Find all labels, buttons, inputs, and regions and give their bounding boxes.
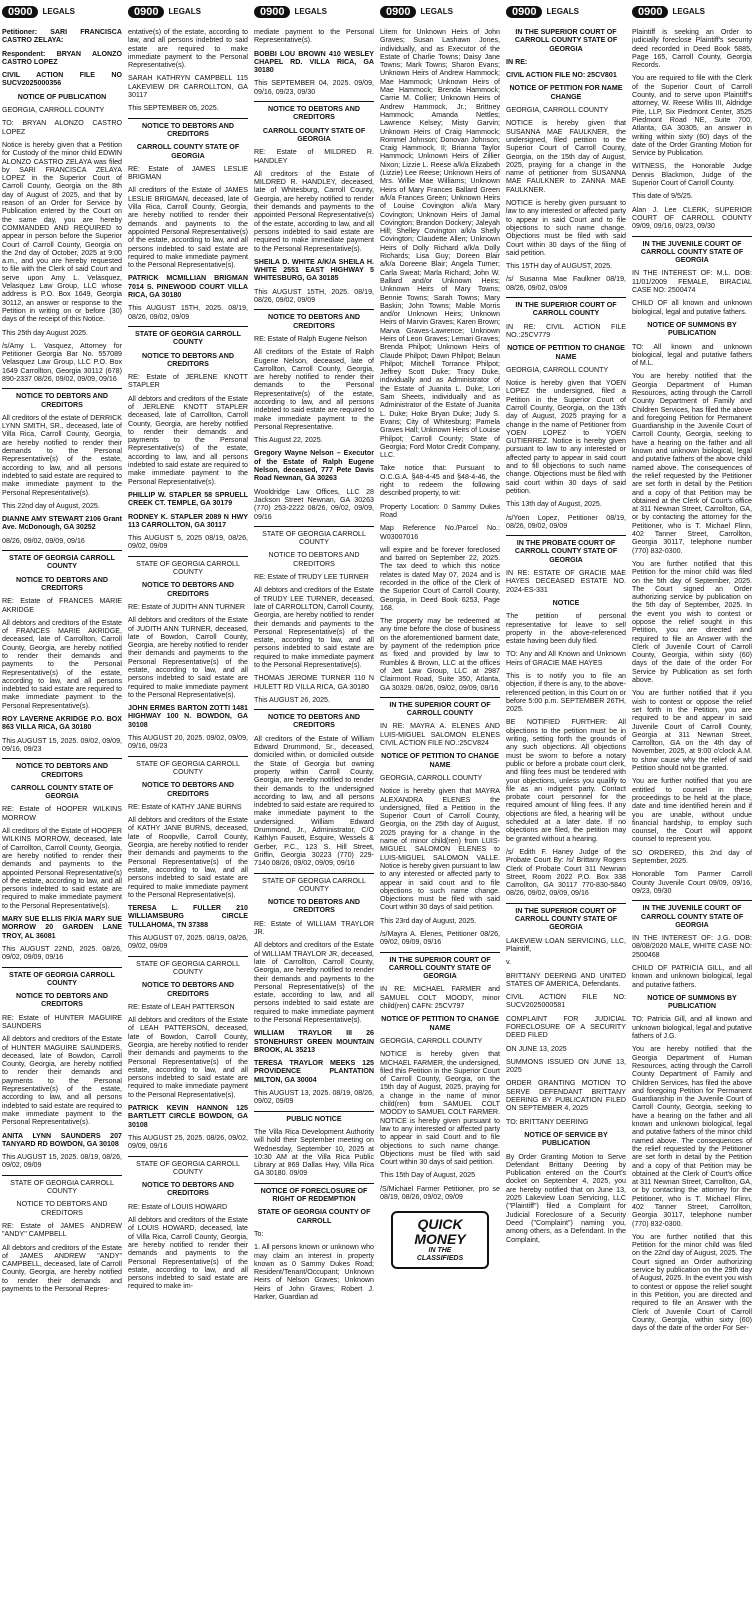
notice-paragraph: All creditors of the Estate of William Edward Drummond, Sr., deceased, domiciled within, or domiciled outside the State of Georgia but owning property within Carroll County, Georgia, are hereby notified to render their demands to the undersigned according to law, and all persons indebted to said estate are required to make immediate payment to the undersigned. William Edward Drummond, Jr., Administrator, C/O Kathlyn Fausett, Esquire, Wessels & Gerber, P.C., 123 S. Hill Street, Griffin, Georgia 30223 (770) 229-7140 08/26, 09/02, 09/09, 09/16 bbox=[254, 734, 374, 868]
notice-paragraph: will expire and be forever foreclosed and barred on September 22, 2025. The tax deed to which this notice relates is dated May 07, 2024 and is recorded in the office of the Clerk of the Superior Court of Carroll County, Georgia, in Deed Book 6253, Page 168. bbox=[380, 545, 500, 612]
notice-paragraph: All debtors and creditors of the Estate of JAMES ANDREW "ANDY" CAMPBELL, deceased, late of Carroll County, Georgia, are hereby notified to render their demands and payments to the Personal Repres- bbox=[2, 1243, 122, 1293]
column-body bbox=[128, 28, 248, 1291]
notice-paragraph: NOTICE OF PETITION FOR NAME CHANGE bbox=[509, 84, 623, 101]
notice-paragraph: This AUGUST 15TH, 2025. 08/19, 08/26, 09/02, 09/09 bbox=[128, 304, 248, 321]
notice-paragraph: The petition of personal representative for leave to sell property in the above-referenced estate having been duly filed. bbox=[506, 612, 626, 646]
notice-paragraph: RE: Estate of WILLIAM TRAYLOR JR. bbox=[254, 919, 374, 937]
section-label: LEGALS bbox=[168, 6, 201, 16]
notice-paragraph: RE: Estate of Ralph Eugene Nelson bbox=[254, 334, 367, 343]
notice-paragraph: This date of 9/5/25. bbox=[632, 192, 693, 201]
notice-paragraph: This 15th Day of August, 2025 bbox=[380, 1171, 476, 1180]
notice-paragraph: All creditors of the Estate of HOOPER WILKINS MORROW, deceased, late of Carrollton, Carroll County, Georgia, are hereby notified to render their demands and payments to the appointed Personal Representative(s) of the estate, according to law, and all persons indebted to said estate are required to make immediate payment to the Personal Representative(s). bbox=[2, 827, 122, 910]
notice-paragraph: By Order Granting Motion to Serve Defendant Brittany Deering by Publication entered on the Court's docket on September 4, 2025, you are hereby notified that on June 13, 2025 Lakeview Loan Servicing, LLC ("Plaintiff") filed a Complaint for Judicial Foreclosure of a Security Deed ("Complaint") naming you, among others, as a Defendant. In the Complaint, bbox=[506, 1152, 626, 1244]
column-header bbox=[2, 0, 122, 24]
notice-paragraph: CARROLL COUNTY STATE OF GEORGIA bbox=[10, 783, 114, 801]
notice-paragraph: IN THE SUPERIOR COURT OF CARROLL COUNTY bbox=[515, 301, 617, 318]
notice-paragraph: TO: BRITTANY DEERING bbox=[506, 1117, 589, 1126]
notice-paragraph: Notice is hereby given that a Petition for Custody of the minor child EDWIN ALONZO CASTRO ZELAYA was filed by SARI FRANCISCA ZELAYA LOPEZ in the Superior Court of Carroll County, Georgia on the 8th day of August of 2025, and that by reason of an Order for Service by Publication entered by the Court on the same day, you are hereby COMMANDED AND REQUIRED to appear in person before the Superior Court of Carroll County, Georgia on the 2nd day of October, 2025 at 9:00 a.m., and you are hereby requested to file with the Clerk of said Court and serve upon Amy L. Velasquez, Velasquez Law Group, LLC whose address is P.O. Box 1649, Georgia 30112, an answer or response to the Petition in writing on or before (30) days of the receipt of this Notice. bbox=[2, 140, 122, 324]
notice-paragraph: /s/Yoen Lopez, Petitioner 08/19, 08/26, 09/02, 09/09 bbox=[506, 513, 626, 530]
notice-paragraph: NOTICE OF SERVICE BY PUBLICATION bbox=[524, 1130, 608, 1148]
notice-paragraph: CARROLL COUNTY STATE OF GEORGIA bbox=[136, 143, 240, 160]
notice-divider bbox=[128, 956, 248, 957]
notice-paragraph: GEORGIA, CARROLL COUNTY bbox=[380, 1036, 483, 1045]
column-body bbox=[506, 28, 626, 1244]
notice-paragraph: NOTICE TO DEBTORS AND CREDITORS bbox=[267, 105, 361, 122]
notice-divider bbox=[2, 388, 122, 389]
notice-paragraph: ANITA LYNN SAUNDERS 207 TANYARD RD BOWDON, GA 30108 bbox=[2, 1131, 122, 1148]
notice-paragraph: ROY LAVERNE AKRIDGE P.O. BOX 863 VILLA RICA, GA 30180 bbox=[2, 715, 122, 732]
notice-paragraph: RE: Estate of JERLENE KNOTT STAPLER bbox=[128, 373, 248, 390]
quick-money-ad bbox=[391, 1211, 489, 1269]
notice-paragraph: All creditors of the Estate of MILDRED R. HANDLEY, deceased, late of Whitesburg, Carroll County, Georgia, are hereby notified to render their demands and payments to the appointed Personal Representative(s) of the estate, according to law, and all persons indebted to said estate are required to make immediate payment to the Personal Representative(s). bbox=[254, 169, 374, 253]
notice-paragraph: IN RE: CIVIL ACTION FILE NO.:25CV779 bbox=[506, 322, 626, 339]
notice-paragraph: NOTICE TO DEBTORS AND CREDITORS bbox=[15, 392, 109, 409]
notice-paragraph: NOTICE TO DEBTORS AND CREDITORS bbox=[267, 313, 361, 330]
notice-paragraph: NOTICE is hereby given pursuant to law to any interested or affected party to appear in said Court and to file objections to such name change. Objections must be filed with said Court within 30 days of the filing of said petition. bbox=[506, 199, 626, 257]
notice-paragraph: GEORGIA, CARROLL COUNTY bbox=[380, 773, 483, 782]
notice-paragraph: RE: Estate of HUNTER MAGUIRE SAUNDERS bbox=[2, 1013, 122, 1030]
column-1 bbox=[2, 0, 122, 1597]
notice-paragraph: This 15TH day of AUGUST, 2025. bbox=[506, 262, 613, 271]
notice-paragraph: This AUGUST 20, 2025. 09/02, 09/09, 09/16, 09/23 bbox=[128, 734, 248, 751]
notice-paragraph: BE NOTIFIED FURTHER: All objections to the petition must be in writing, setting forth the grounds of any such objections. All objections must be sworn to before a notary public or before a probate court clerk, and filing fees must be tendered with your objections, unless you qualify to file as an indigent party. Contact probate court personnel for the required amount of filing fees. If any objections are filed, a hearing will be scheduled at a later date. If no objections are filed, the petition may be granted without a hearing. bbox=[506, 718, 626, 843]
notice-paragraph: RE: Estate of KATHY JANE BURNS bbox=[128, 802, 242, 811]
notice-paragraph: Petitioner: SARI FRANCISCA CASTRO ZELAYA: bbox=[2, 28, 122, 45]
notice-paragraph: All debtors and creditors of the Estate of JERLENE KNOTT STAPLER deceased, late of Carrollton, Carroll County, Georgia, are hereby notified to render their demands and payments to the Personal Representative(s) of the estate, according to law, and all persons indebted to said estate are required to make immediate payment to the Personal Representative(s). bbox=[128, 394, 248, 486]
notice-paragraph: You are hereby notified that the Georgia Department of Human Resources, acting through the Carroll County Department of Family and Children Services, has filed the above and foregoing Petition for Permanent Guardianship in the Juvenile Court of Carroll County, Georgia, seeking to have a hearing on the father and all known and unknown biological, legal and putative fathers of the minor child named above. The consequences of the relief requested by the Petitioner are set forth in detail by the Petition and a copy of that Petition may be obtained at the Clerk of Court's office at 311 Newnan Street, Carrollton, GA, or by contacting the attorney for the Petitioner, who is T. Michael Flinn, 402 Tanner Street, Carrollton, Georgia 30117, telephone number (770) 832-0300. bbox=[632, 1045, 752, 1228]
notice-paragraph: NOTICE OF PETITION TO CHANGE NAME bbox=[381, 752, 499, 769]
notice-paragraph: All debtors and creditors of the Estate of TRUDY LEE TURNER, deceased, late of CARROLLTON, Carroll County, Georgia, are hereby notified to render their demands and payments to the Personal Representative(s) of the estate, according to law, and all persons indebted to said estate are required to make immediate payment to the Personal Representative(s). bbox=[254, 586, 374, 669]
notice-paragraph: TO: BRYAN ALONZO CASTRO LOPEZ bbox=[2, 119, 122, 136]
notice-paragraph: RE: Estate of FRANCES MARIE AKRIDGE bbox=[2, 597, 122, 614]
notice-paragraph: NOTICE TO DEBTORS AND CREDITORS bbox=[15, 992, 109, 1009]
notice-paragraph: CIVIL ACTION FILE NO: SUCV2025000581 bbox=[506, 993, 626, 1010]
notice-paragraph: This 22nd day of August, 2025. bbox=[2, 501, 100, 510]
notice-paragraph: /s/ Edith F. Haney Judge of the Probate Court By: /s/ Brittany Rogers Clerk of Probate Court 311 Newnan Street, Room 2022 P.O. Box 338 Carrollton, GA 30117 770-830-5840 08/26, 09/02, 09/09, 09/16 bbox=[506, 847, 626, 898]
notice-paragraph: RE: Estate of LOUIS HOWARD bbox=[128, 1202, 228, 1211]
notice-paragraph: STATE OF GEORGIA CARROLL COUNTY bbox=[136, 1159, 240, 1176]
notice-paragraph: RE: Estate of LEAH PATTERSON bbox=[128, 1002, 235, 1011]
notice-paragraph: RE: Estate of JAMES LESLIE BRIGMAN bbox=[128, 164, 248, 182]
section-label: LEGALS bbox=[546, 6, 579, 16]
notice-paragraph: This SEPTEMBER 04, 2025. 09/09, 09/16, 09/23, 09/30 bbox=[254, 79, 374, 96]
notice-paragraph: This is to notify you to file an objection, if there is any, to the above-referenced petition, in this Court on or before 5:00 p.m. SEPTEMBER 26TH, 2025. bbox=[506, 672, 626, 714]
notice-divider bbox=[254, 1183, 374, 1184]
notice-paragraph: LAKEVIEW LOAN SERVICING, LLC, Plaintiff, bbox=[506, 936, 626, 953]
notice-paragraph: The Villa Rica Development Authority will hold their September meeting on Wednesday, September 10, 2025 at 10:30 AM at the Villa Rica Public Library at 869 Dallas Hwy, Villa Rica GA 30180. 09/09 bbox=[254, 1127, 374, 1178]
notice-divider bbox=[128, 326, 248, 327]
notice-divider bbox=[506, 297, 626, 298]
notice-paragraph: You are further notified that you are entitled to counsel in these proceedings to be held at the place, date and time identified herein and if you are unable, without undue financial hardship, to employ such counsel, the Court will appoint counsel to represent you. bbox=[632, 777, 752, 844]
notice-paragraph: IN THE JUVENILE COURT OF CARROLL COUNTY STATE OF GEORGIA bbox=[640, 239, 744, 265]
notice-paragraph: You are required to file with the Clerk of the Superior Court of Carroll County, and to serve upon Plaintiff's attorney, W. Reese Willis III, Aldridge Pite, LLP, Six Piedmont Center, 3525 Piedmont Road NE, Suite 700, Atlanta, GA 30305, an answer in writing within sixty (60) days of the date of the Order Granting Motion for Service by Publication. bbox=[632, 74, 752, 158]
notice-paragraph: IN THE SUPERIOR COURT OF CARROLL COUNTY STATE OF GEORGIA bbox=[514, 906, 618, 932]
notice-divider bbox=[128, 556, 248, 557]
notice-paragraph: You are further notified that if you wish to contest or oppose the relief set forth in the Petition, you are required to be and appear in said Juvenile Court of Carroll County, Georgia at 311 Newnan Street, Carrollton, GA on the 4th day of November, 2025, at 9:00 o'clock A.M. to show cause why the relief of said Petition should not be granted. bbox=[632, 689, 752, 773]
notice-paragraph: STATE OF GEORGIA CARROLL COUNTY bbox=[262, 529, 366, 547]
notice-paragraph: STATE OF GEORGIA CARROLL COUNTY bbox=[136, 759, 240, 776]
notice-paragraph: STATE OF GEORGIA CARROLL COUNTY bbox=[136, 959, 240, 976]
notice-paragraph: NOTICE TO DEBTORS AND CREDITORS bbox=[267, 898, 361, 915]
notice-paragraph: IN THE PROBATE COURT OF CARROLL COUNTY STATE OF GEORGIA bbox=[514, 539, 618, 564]
notice-paragraph: NOTICE TO DEBTORS AND CREDITORS bbox=[141, 1181, 235, 1198]
notice-paragraph: SO ORDERED, this 2nd day of September, 2025. bbox=[632, 848, 752, 866]
notice-divider bbox=[632, 900, 752, 901]
notice-paragraph: RE: Estate of TRUDY LEE TURNER bbox=[254, 573, 369, 582]
notice-paragraph: /s/ Susanna Mae Faulkner 08/19, 08/26, 09/02, 09/09 bbox=[506, 275, 626, 292]
notice-divider bbox=[254, 526, 374, 527]
section-label: LEGALS bbox=[42, 6, 75, 16]
section-number: 0900 bbox=[632, 6, 668, 18]
notice-paragraph: ON JUNE 13, 2025 bbox=[506, 1044, 567, 1053]
notice-paragraph: You are further notified that this Petition for the minor child was filed on the 5th day of September, 2025. The Court signed an Order authorizing service by publication on the 5th day of September, 2025. In the event you wish to contest or oppose the relief sought in this Petition, you are directed and required to file an Answer with the Clerk of Juvenile Court of Carroll County, Georgia, within sixty (60) days of the date of the order For Service by Publication as set forth above. bbox=[632, 559, 752, 685]
notice-paragraph: This AUGUST 25, 2025. 08/26, 09/02, 09/09, 09/16 bbox=[128, 1133, 248, 1151]
notice-paragraph: RE: Estate of HOOPER WILKINS MORROW bbox=[2, 805, 122, 822]
notice-paragraph: NOTICE TO DEBTORS AND CREDITORS bbox=[268, 551, 360, 568]
notice-divider bbox=[632, 236, 752, 237]
ad-line: IN THE bbox=[428, 1247, 452, 1255]
notice-paragraph: Map Reference No./Parcel No.: W03007016 bbox=[380, 524, 500, 541]
notice-paragraph: NOTICE bbox=[552, 598, 580, 607]
notice-paragraph: STATE OF GEORGIA CARROLL COUNTY bbox=[135, 329, 241, 347]
notice-paragraph: ORDER GRANTING MOTION TO SERVE DEFENDANT BRITTANY DEERING BY PUBLICATION FILED ON SEPTEMBER 4, 2025 bbox=[506, 1079, 626, 1113]
notice-paragraph: IN RE: ESTATE OF GRACIE MAE HAYES DECEASED ESTATE NO. 2024-ES-331 bbox=[506, 569, 626, 594]
column-6 bbox=[632, 0, 752, 1597]
notice-paragraph: You are hereby notified that the Georgia Department of Human Resources, acting through the Carroll County Department of Family and Children Services, has filed the above and foregoing Petition for Permanent Guardianship in the Juvenile Court of Carroll County, Georgia, seeking to have a hearing on the father and all known and unknown biological, legal and putative fathers of the above child named above. The consequences of the relief requested by the Petitioner are set forth in detail by the Petition and a copy of that Petition may be obtained at the Clerk of Court's office at 311 Newnan Street, Carrollton, GA, or by contacting the attorney for the Petitioner, who is T. Michael Flinn, 402 Tanner Street, Carrollton, Georgia 30117, telephone number (770) 832-0300. bbox=[632, 372, 752, 555]
notice-paragraph: NOTICE OF FORECLOSURE OF RIGHT OF REDEMPTION bbox=[260, 1186, 368, 1204]
notice-paragraph: SHEILA D. WHITE A/K/A SHEILA H. WHITE 2551 EAST HIGHWAY 5 WHITESBURG, GA 30185 bbox=[254, 257, 374, 283]
section-label: LEGALS bbox=[420, 6, 453, 16]
notice-paragraph: 1. All persons known or unknown who may claim an interest in property known as 0 Sammy Dukes Road; Resident/Tenant/Occupant; Unknown Heirs of Nelson Graves; Unknown Heirs of John Graves; Robert J. Harker, Guardian ad bbox=[254, 1243, 374, 1301]
notice-paragraph: /s/Amy L. Vasquez, Attorney for Petitioner Georgia Bar No. 557089 Velasquez Law Group, LLC P.O. Box 1649 Carrollton, Georgia 30112 (678) 890-2337 08/26, 09/02, 09/09, 09/16 bbox=[2, 341, 122, 383]
notice-paragraph: All debtors and creditors of the Estate of JUDITH ANN TURNER, deceased, late of Bowdon, Carroll County, Georgia, are hereby notified to render their demands and payments to the Personal Representative(s) of the estate, according to law, and all persons indebted to said estate are required to make immediate payment to the Personal Representative(s). bbox=[128, 616, 248, 699]
notice-paragraph: All debtors and creditors of the Estate of HUNTER MAGUIRE SAUNDERS, deceased, late of Bowdon, Carroll County, Georgia, are hereby notified to render their demands and payments to the Personal Representative(s) of the estate, according to law, and all persons indebted to said estate are required to make immediate payment to the Personal Representative(s). bbox=[2, 1035, 122, 1127]
notice-paragraph: IN THE INTEREST OF: M.L. DOB: 11/01/2009 FEMALE, BIRACIAL CASE NO: 2500474 bbox=[632, 269, 752, 295]
notice-paragraph: Litem for Unknown Heirs of John Graves; Susan Lashawn Jones, individually, and as Executor of the Estate of Charlie Towns; Daisy Jane Towns; Mark Towns; Sharon Evans; Unknown Heirs of Andrew Hammock; Mae Hammock; Unknown Heirs of Mae Hammock; Brenda Hammock; Carrie M. Collier; Unknown Heirs of Andrew Hammock, Jr.; Brittney Hammock; Amanda Nettles; Lawrence Kelsey; Misty Garvin; Unknown Heirs of Craig Hammock; Rommel Johnson; Donovan Johnson; Craig Hammock, II; Brianna Taylor Hammock; Unknown Heirs of Zillier Nixon; Lizzie L. Reese a/k/a Elizabeth (Lizzie) Lee Reese; Unknown Heirs of Mrs. Willie Mae Williams; Unknown Heirs of Mary Frances Ballard Green a/k/a Frances Green; Unknown Heirs of Louise Covington a/k/a Mary Covington; Unknown Heirs of Jamal Covington; Brandon Dockery; Jaleyah Hill; Shelley Covington a/k/a Shelly Covington; Claudette Allen; Unknown Heirs of Dolly Richard a/k/a Dolly Richards; Lisa Guy; Doreen Blair a/k/a Doreene Blair; Angela Turner; Carla Sweat; Marla Richard; John W. Ballard and/or Unknown Heirs; Unknown Heirs of Mary Towns; Bennie Towns; Sarah Towns; Mary Baskin; John Towns; Mable Morris and/or Unknown Heirs; Unknown Heirs of Marvin Graves; Karen Brown; Marva Graves-Lawrence; Unknown Heirs of Leon Graves; Lemari Graves; Brenda Philpot; Unknown Heirs of Claude Philpot; Dawn Philpot; Belaun Philpot; Mitchell Torrance Philpot; Jeffrey Scott Duke; Tracy Duke, individually and as Administrator of the Estate of Juanita L. Duke; Lori Sam Sheets, individually and as Administrator of the Estate of Juanita L. Duke; Hoke Bryan Duke; Judy S. Evans; City of Whitesburg; Pamela Graves Hall; Unknown Heirs of Louise Philpot; Carroll County; State of Georgia; Ford Motor Credit Company, LLC. bbox=[380, 28, 500, 460]
notice-paragraph: JOHN ERMES BARTON ZOTTI 1481 HIGHWAY 100 N. BOWDON, GA 30108 bbox=[128, 704, 248, 729]
notice-paragraph: To: bbox=[254, 1229, 264, 1238]
notice-paragraph: mediate payment to the Personal Representative(s). bbox=[254, 28, 374, 45]
notice-paragraph: STATE OF GEORGIA CARROLL COUNTY bbox=[9, 970, 115, 987]
notice-paragraph: All debtors and creditors of the Estate of LOUIS HOWARD, deceased, late of Villa Rica, Carroll County, Georgia, are hereby notified to render their demands and payments to the Personal Representative(s) of the estate, according to law, and all persons indebted to said estate are required to make im- bbox=[128, 1216, 248, 1291]
notice-paragraph: IN THE JUVENILE COURT OF CARROLL COUNTY STATE OF GEORGIA bbox=[640, 904, 744, 929]
notice-paragraph: All creditors of the Estate of JAMES LESLIE BRIGMAN, deceased, late of Villa Rica, Carroll County, Georgia, are hereby notified to render their demands and payments to the appointed Personal Representative(s) of the estate, according to law, and all persons indebted to said estate are required to make immediate payment to the Personal Representative(s). bbox=[128, 186, 248, 270]
section-number: 0900 bbox=[506, 6, 542, 18]
notice-paragraph: STATE OF GEORGIA CARROLL COUNTY bbox=[136, 559, 240, 577]
notice-paragraph: PUBLIC NOTICE bbox=[286, 1114, 342, 1123]
notice-paragraph: THOMAS JEROME TURNER 110 N HULETT RD VILLA RICA, GA 30180 bbox=[254, 674, 374, 691]
notice-paragraph: TERESA L. FULLER 210 WILLIAMSBURG CIRCLE TULLAHOMA, TN 37388 bbox=[128, 904, 248, 929]
notice-paragraph: NOTICE TO DEBTORS AND CREDITORS bbox=[141, 121, 235, 138]
notice-paragraph: Respondent: BRYAN ALONZO CASTRO LOPEZ bbox=[2, 49, 122, 66]
section-number: 0900 bbox=[128, 6, 164, 18]
notice-paragraph: All creditors of the estate of DERRICK LYNN SMITH, SR., deceased, late of Villa Rica, Carroll County, Georgia, are hereby notified to render their demands to the Personal Representative(s) of the estate, according to law, and all persons indebted to said estate are required to make immediate payment to the Personal Representative(s). bbox=[2, 413, 122, 497]
notice-paragraph: STATE OF GEORGIA CARROLL COUNTY bbox=[262, 876, 366, 893]
notice-paragraph: STATE OF GEORGIA CARROLL COUNTY bbox=[9, 554, 115, 571]
column-body bbox=[254, 28, 374, 1301]
notice-divider bbox=[506, 903, 626, 904]
notice-paragraph: This AUGUST 15, 2025. 08/19, 08/26, 09/02, 09/09 bbox=[2, 1153, 122, 1170]
column-header bbox=[254, 0, 374, 24]
notice-paragraph: IN RE: MAYRA A. ELENES AND LUIS-MIGUEL SALOMON ELENES CIVIL ACTION FILE NO.:25CV824 bbox=[380, 722, 500, 748]
notice-paragraph: This SEPTEMBER 05, 2025. bbox=[128, 104, 219, 113]
notice-paragraph: PATRICK KEVIN HANNON 125 BARTLETT CIRCLE BOWDON, GA 30108 bbox=[128, 1104, 248, 1129]
notice-divider bbox=[254, 709, 374, 710]
section-label: LEGALS bbox=[672, 6, 705, 16]
notice-paragraph: Wooldridge Law Offices, LLC 28 Jackson Street Newnan, GA 30263 (770) 253-2222 08/26, 09/02, 09/09, 09/16 bbox=[254, 487, 374, 521]
notice-paragraph: IN THE SUPERIOR COURT OF CARROLL COUNTY bbox=[389, 700, 491, 718]
notice-paragraph: All debtors and creditors of the Estate of KATHY JANE BURNS, deceased, late of Roopville, Carroll County, Georgia, are hereby notified to render their demands and payments to the Personal Representative(s) of the estate, according to law, and all persons indebted to said estate are required to make immediate payment to the Personal Representative(s). bbox=[128, 816, 248, 899]
notice-paragraph: CHILD OF all known and unknown biological, legal and putative fathers. bbox=[632, 299, 752, 316]
notice-paragraph: This AUGUST 07, 2025. 08/19, 08/26, 09/02, 09/09 bbox=[128, 934, 248, 951]
notice-paragraph: This AUGUST 26, 2025. bbox=[254, 695, 330, 704]
ad-line: QUICK bbox=[417, 1216, 463, 1233]
notice-paragraph: This August 22, 2025. bbox=[254, 436, 323, 445]
notice-paragraph: This 25th day August 2025. bbox=[2, 328, 88, 337]
notice-paragraph: RE: Estate of JAMES ANDREW "ANDY" CAMPBELL bbox=[2, 1221, 122, 1239]
notice-paragraph: SARAH KATHRYN CAMPBELL 115 LAKEVIEW DR CARROLLTON, GA 30117 bbox=[128, 74, 248, 100]
section-number: 0900 bbox=[2, 6, 38, 18]
notice-paragraph: You are further notified that this Petition for the minor child was filed on the 22nd day of August, 2025. The Court signed an Order authorizing service by publication on the 29th day of August, 2025. In the event you wish to contest or oppose the relief sought in this Petition, you are directed and required to file an Answer with the Clerk of Juvenile Court of Carroll County, Georgia, within sixty (60) days of the date of the order For Ser- bbox=[632, 1232, 752, 1333]
notice-paragraph: CIVIL ACTION FILE NO SUCV2025000356 bbox=[2, 71, 122, 88]
notice-paragraph: All debtors and creditors of the Estate of FRANCES MARIE AKRIDGE, deceased, late of Carrollton, Carroll County, Georgia, are hereby notified to render their demands and payments to the Personal Representative(s) of the estate, according to law, and all persons indebted to said estate are required to make immediate payment to the Personal Representative(s). bbox=[2, 618, 122, 710]
column-header bbox=[632, 0, 752, 24]
notice-paragraph: This AUGUST 22ND, 2025. 08/26, 09/02, 09/09, 09/16 bbox=[2, 944, 122, 962]
notice-paragraph: NOTICE TO DEBTORS AND CREDITORS bbox=[16, 1200, 108, 1217]
notice-paragraph: This AUGUST 13, 2025. 08/19, 08/26, 09/02, 09/09 bbox=[254, 1089, 374, 1106]
notice-paragraph: /S/Michael Farmer Petitioner, pro se 08/19, 08/26, 09/02, 09/09 bbox=[380, 1184, 500, 1201]
column-2 bbox=[128, 0, 248, 1597]
notice-paragraph: NOTICE OF PETITION TO CHANGE NAME bbox=[381, 1015, 499, 1032]
notice-paragraph: WITNESS, the Honorable Judge Dennis Blackmon, Judge of the Superior Court of Carroll County. bbox=[632, 162, 752, 188]
notice-paragraph: GEORGIA, CARROLL COUNTY bbox=[2, 106, 105, 115]
notice-paragraph: NOTICE is hereby given that SUSANNA MAE FAULKNER, the undersigned, filed petition to the Superior Court of Carroll County, Georgia, on the 15th day of August, 2025, praying for a change in the name of petitioner from SUSANNA MAE FAULKNER to ZANNA MAE FAULKNER. bbox=[506, 119, 626, 194]
notice-paragraph: NOTICE TO DEBTORS AND CREDITORS bbox=[15, 762, 109, 779]
notice-paragraph: NOTICE TO DEBTORS AND CREDITORS bbox=[267, 713, 361, 730]
section-number: 0900 bbox=[254, 6, 290, 18]
column-4 bbox=[380, 0, 500, 1597]
notice-paragraph: All debtors and creditors of the Estate of WILLIAM TRAYLOR JR, deceased, late of Carrollton, Carroll County, Georgia, are hereby notified to render their demands and payments to the Personal Representative(s) of the estate, according to law, and all persons indebted to said estate are required to make immediate payment to the Personal Representative(s). bbox=[254, 941, 374, 1024]
notice-paragraph: NOTICE TO DEBTORS AND CREDITORS bbox=[141, 981, 235, 998]
notice-paragraph: DIANNE AMY STEWART 2106 Grant Ave. McDonough, GA 30252 bbox=[2, 515, 122, 532]
notice-paragraph: Notice is hereby given that MAYRA ALEXANDRA ELENES the undersigned, filed a Petition in the Superior Court of Carroll County, Georgia, on the 25th day of August, 2025 praying for a change in the name of minor child(ren) from LUIS-MIGUEL SALOMON ELENES to LUIS-MIGUEL SALOMON VALLE. Notice is hereby given pursuant to law to any interested or affected party to appear in said court and to file objections to such name change. Objections must be filed with said Court within 30 days of said petition. bbox=[380, 787, 500, 912]
notice-divider bbox=[2, 550, 122, 551]
notice-paragraph: CARROLL COUNTY STATE OF GEORGIA bbox=[262, 126, 366, 143]
notice-paragraph: COMPLAINT FOR JUDICIAL FORECLOSURE OF A SECURITY DEED FILED bbox=[506, 1014, 626, 1040]
notice-paragraph: PHILLIP W. STAPLER 58 SPRUELL CREEK CT. TEMPLE, GA 30179 bbox=[128, 490, 248, 508]
column-body bbox=[2, 28, 122, 1293]
notice-paragraph: BRITTANY DEERING AND UNITED STATES OF AMERICA, Defendants. bbox=[506, 971, 626, 988]
notice-paragraph: GEORGIA, CARROLL COUNTY bbox=[506, 365, 609, 374]
notice-paragraph: SUMMONS ISSUED ON JUNE 13, 2025 bbox=[506, 1057, 626, 1075]
notice-paragraph: IN THE SUPERIOR COURT OF CARROLL COUNTY STATE OF GEORGIA bbox=[514, 28, 618, 53]
notice-paragraph: Plaintiff is seeking an Order to judicially foreclose Plaintiff's security deed recorded in Deed Book 5885, Page 165, Carroll County, Georgia Records. bbox=[632, 28, 752, 70]
notice-paragraph: NOTICE TO DEBTORS AND CREDITORS bbox=[15, 575, 109, 592]
notice-paragraph: BOBBI LOU BROWN 410 WESLEY CHAPEL RD. VILLA RICA, GA 30180 bbox=[254, 49, 374, 75]
notice-paragraph: /s/Mayra A. Elenes, Petitioner 08/26, 09/02, 09/09, 09/16 bbox=[380, 929, 500, 947]
notice-paragraph: NOTICE TO DEBTORS AND CREDITORS bbox=[141, 351, 235, 368]
column-header bbox=[128, 0, 248, 24]
notice-paragraph: IN RE: MICHAEL FARMER and SAMUEL COLT MOODY, minor child(ren) CAFN: 25CV797 bbox=[380, 985, 500, 1011]
notice-paragraph: NOTICE is hereby given that MICHAEL FARMER, the undersigned, filed this Petition in the Superior Court of Carroll County, Georgia, on the 15th day of August, 2025, praying for a change in the name of minor child(ren) from SAMUEL COLT MOODY to SAMUEL COLT FARMER. NOTICE is hereby given pursuant to law to any interested or affected party to appear in said Court and to file objections to such name change. Objections must be filed with said Court within 30 days of said petition. bbox=[380, 1050, 500, 1167]
notice-paragraph: Property Location: 0 Sammy Dukes Road bbox=[380, 502, 500, 519]
notice-paragraph: RE: Estate of MILDRED R. HANDLEY bbox=[254, 148, 374, 165]
column-body bbox=[380, 28, 500, 1201]
notice-paragraph: NOTICE OF PUBLICATION bbox=[17, 92, 107, 101]
notice-paragraph: IN THE INTEREST OF: J.G. DOB: 08/08/2020 MALE, WHITE CASE NO: 2500468 bbox=[632, 934, 752, 959]
notice-paragraph: entative(s) of the estate, according to law, and all persons indebted to said estate are required to make immediate payment to the Personal Representative(s). bbox=[128, 28, 248, 70]
notice-paragraph: This AUGUST 15, 2025. 09/02, 09/09, 09/16, 09/23 bbox=[2, 736, 122, 753]
notice-paragraph: This 23rd day of August, 2025. bbox=[380, 916, 477, 925]
notice-divider bbox=[254, 873, 374, 874]
notice-divider bbox=[254, 1111, 374, 1112]
column-5 bbox=[506, 0, 626, 1597]
column-3 bbox=[254, 0, 374, 1597]
notice-divider bbox=[128, 118, 248, 119]
notice-divider bbox=[254, 309, 374, 310]
notice-divider bbox=[128, 756, 248, 757]
section-label: LEGALS bbox=[294, 6, 327, 16]
notice-paragraph: Honorable Tom Parmer Carroll County Juvenile Court 09/09, 09/16, 09/23, 09/30 bbox=[632, 870, 752, 895]
notice-paragraph: Gregory Wayne Nelson – Executor of the Estate of Ralph Eugene Nelson, deceased, 777 Pete Davis Road Newnan, GA 30263 bbox=[254, 449, 374, 483]
notice-paragraph: v. bbox=[506, 958, 511, 967]
column-body bbox=[632, 28, 752, 1332]
notice-divider bbox=[2, 758, 122, 759]
notice-paragraph: The property may be redeemed at any time before the close of business on the aforementioned barment date, by payment of the redemption price as fixed and provided by law to Rumbles & Brown, LLC at the offices of Jett Law Group, LLC at 2987 Clairmont Road, Suite 350, Atlanta, GA 30329. 08/26, 09/02, 09/09, 09/16 bbox=[380, 617, 500, 692]
notice-paragraph: RODNEY K. STAPLER 2089 N HWY 113 CARROLLTON, GA 30117 bbox=[128, 512, 248, 529]
notice-paragraph: MARY SUE ELLIS F/K/A MARY SUE MORROW 20 GARDEN LANE TROY, AL 36081 bbox=[2, 915, 122, 940]
notice-divider bbox=[2, 967, 122, 968]
notice-paragraph: TO: Any and All Known and Unknown Heirs of GRACIE MAE HAYES bbox=[506, 650, 626, 667]
notice-paragraph: STATE OF GEORGIA CARROLL COUNTY bbox=[10, 1178, 114, 1196]
notice-paragraph: Take notice that: Pursuant to O.C.G.A. §48-4-45 and §48-4-46, the right to redeem the following described property, to wit: bbox=[380, 464, 500, 498]
notice-paragraph: This AUGUST 15TH, 2025. 08/19, 08/26, 09/02, 09/09 bbox=[254, 287, 374, 305]
notice-paragraph: PATRICK MCMILLIAN BRIGMAN 7014 S. PINEWOOD COURT VILLA RICA, GA 30180 bbox=[128, 274, 248, 300]
notice-paragraph: All debtors and creditors of the Estate of LEAH PATTERSON, deceased, late of Bowdon, Carroll County, Georgia, are hereby notified to render their demands and payments to the Personal Representative(s) of the estate, according to law, and all persons indebted to said estate are required to make immediate payment to the Personal Representative(s). bbox=[128, 1016, 248, 1099]
notice-divider bbox=[2, 1175, 122, 1176]
notice-paragraph: CHILD OF PATRICIA GILL, and all known and unknown biological, legal and putative fathers. bbox=[632, 963, 752, 989]
column-header bbox=[506, 0, 626, 24]
section-number: 0900 bbox=[380, 6, 416, 18]
notice-paragraph: CIVIL ACTION FILE NO: 25CV801 bbox=[506, 71, 617, 80]
notice-paragraph: 08/26, 09/02, 09/09, 09/16 bbox=[2, 536, 85, 545]
notice-paragraph: NOTICE TO DEBTORS AND CREDITORS bbox=[141, 581, 235, 598]
notice-paragraph: This 13th day of August, 2025. bbox=[506, 500, 602, 509]
notice-paragraph: TERESA TRAYLOR MEEKS 125 PROVIDENCE PLANTATION MILTON, GA 30004 bbox=[254, 1059, 374, 1084]
notice-paragraph: Alan J. Lee CLERK, SUPERIOR COURT OF CARROLL COUNTY 09/09, 09/16, 09/23, 09/30 bbox=[632, 205, 752, 231]
notice-paragraph: NOTICE OF SUMMONS BY PUBLICATION bbox=[647, 993, 737, 1011]
notice-paragraph: All creditors of the Estate of Ralph Eugene Nelson, deceased, late of Carrollton, Carroll County, Georgia, are hereby notified to render their demands to the Personal Representative(s) of the estate, according to law, and all persons indebted to said estate are required to make immediate payment to the Personal Representative. bbox=[254, 348, 374, 431]
notice-paragraph: STATE OF GEORGIA COUNTY OF CARROLL bbox=[257, 1208, 371, 1225]
notice-paragraph: NOTICE OF PETITION TO CHANGE NAME bbox=[507, 344, 625, 361]
ad-line: CLASSIFIEDS bbox=[416, 1255, 464, 1263]
notice-divider bbox=[128, 1156, 248, 1157]
notice-paragraph: This AUGUST 5, 2025 08/19, 08/26, 09/02, 09/09 bbox=[128, 534, 248, 551]
notice-divider bbox=[380, 697, 500, 698]
notice-paragraph: IN THE SUPERIOR COURT OF CARROLL COUNTY STATE OF GEORGIA bbox=[388, 955, 492, 981]
notice-paragraph: TO: Patricia Gill, and all known and unknown biological, legal and putative fathers of J.G. bbox=[632, 1015, 752, 1041]
notice-paragraph: GEORGIA, CARROLL COUNTY bbox=[506, 106, 609, 115]
notice-paragraph: WILLIAM TRAYLOR III 26 STONEHURST GREEN MOUNTAIN BROOK, AL 35213 bbox=[254, 1029, 374, 1054]
notice-paragraph: TO: All known and unknown biological, legal and putative fathers of M.L. bbox=[632, 342, 752, 368]
notice-paragraph: NOTICE OF SUMMONS BY PUBLICATION bbox=[647, 320, 737, 338]
notice-paragraph: NOTICE TO DEBTORS AND CREDITORS bbox=[141, 781, 235, 798]
notice-paragraph: RE: Estate of JUDITH ANN TURNER bbox=[128, 602, 245, 611]
notice-divider bbox=[254, 101, 374, 102]
ad-line: MONEY bbox=[414, 1231, 466, 1248]
notice-paragraph: IN RE: bbox=[506, 57, 528, 66]
notice-paragraph: Notice is hereby given that YOEN LOPEZ the undersigned, filed a Petition in the Superior Court of Carroll County, Georgia, on the 13th day of August, 2025 praying for a change in the name of Petitioner from YOEN LOPEZ to YOEN GUTIERREZ. Notice is hereby given pursuant to law to any interested or affected party to appear in said court and to fill objections to such name change. Objections must be filed with said court within 30 days of said petition. bbox=[506, 379, 626, 495]
notice-divider bbox=[380, 952, 500, 953]
column-header bbox=[380, 0, 500, 24]
notice-divider bbox=[506, 535, 626, 536]
